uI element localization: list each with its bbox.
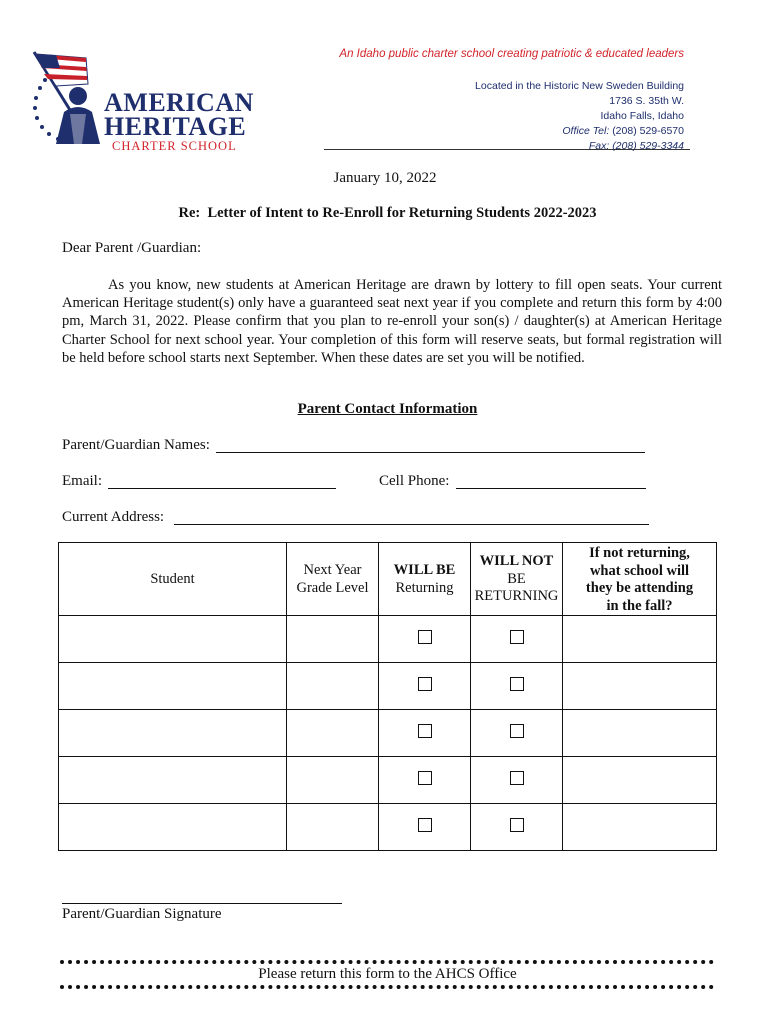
- address-office-phone: [404, 124, 684, 139]
- header-willnot-line2: BE: [507, 570, 526, 587]
- will-be-cell: [379, 757, 471, 804]
- logo-text-american: AMERICAN: [104, 88, 254, 117]
- guardian-names-label: Parent/Guardian Names:: [62, 437, 210, 453]
- grade-level-cell[interactable]: [287, 710, 379, 757]
- header-divider: [324, 149, 690, 150]
- logo-text-heritage: HERITAGE: [104, 112, 247, 141]
- grade-level-cell[interactable]: [287, 663, 379, 710]
- header-other-school: [563, 543, 717, 616]
- will-be-checkbox[interactable]: [418, 630, 432, 644]
- return-instructions: Please return this form to the AHCS Office: [258, 966, 517, 982]
- will-not-cell: [471, 663, 563, 710]
- table-row: [59, 757, 717, 804]
- header-other-line1: If not returning,: [589, 545, 690, 561]
- will-not-cell: [471, 804, 563, 851]
- logo-text-charter-school: CHARTER SCHOOL: [112, 139, 237, 153]
- student-name-cell[interactable]: [59, 663, 287, 710]
- email-label: Email:: [62, 473, 102, 489]
- current-address-field[interactable]: [174, 524, 649, 525]
- school-tagline: An Idaho public charter school creating patriotic & educated leaders: [339, 48, 684, 60]
- contact-section-title: Parent Contact Information: [297, 401, 478, 417]
- header-other-line3: they be attending: [585, 580, 694, 596]
- will-not-checkbox[interactable]: [510, 771, 524, 785]
- student-reenroll-table: [58, 542, 717, 851]
- school-address-block: [404, 79, 684, 154]
- office-tel-number: (208) 529-6570: [612, 125, 684, 137]
- letter-body: As you know, new students at American Heritage are drawn by lottery to fill open seats. Your current American Heritage student(s) only have a guaranteed seat next year if you complete and return this form by 4:00 pm, March 31, 2022. Please confirm that you plan to re-enroll your son(s) / daughter(s) at American Heritage Charter School for next school year. Your completion of this form will reserve seats, but formal registration will be held before school starts next September. When these dates are set you will be notified.: [62, 277, 722, 366]
- cell-phone-field[interactable]: [456, 488, 646, 489]
- header-student-label: Student: [150, 571, 195, 587]
- footer-dotted-border-top: [60, 960, 714, 964]
- letter-subject: Re: Letter of Intent to Re-Enroll for Returning Students 2022-2023: [178, 205, 597, 221]
- will-be-cell: [379, 710, 471, 757]
- table-row: [59, 710, 717, 757]
- will-be-checkbox[interactable]: [418, 818, 432, 832]
- will-not-checkbox[interactable]: [510, 630, 524, 644]
- table-header-row: [59, 543, 717, 616]
- table-row: [59, 663, 717, 710]
- address-line-city: Idaho Falls, Idaho: [600, 110, 684, 122]
- table-row: [59, 804, 717, 851]
- current-address-label: Current Address:: [62, 509, 165, 525]
- header-student: [59, 543, 287, 616]
- student-name-cell[interactable]: [59, 757, 287, 804]
- other-school-cell[interactable]: [563, 804, 717, 851]
- header-willnot-line1: WILL NOT: [479, 553, 554, 569]
- will-be-checkbox[interactable]: [418, 724, 432, 738]
- letter-date: January 10, 2022: [333, 170, 437, 186]
- header-grade-line1: Next Year: [303, 562, 362, 578]
- header-other-line2: what school will: [589, 562, 690, 579]
- letter-salutation: Dear Parent /Guardian:: [62, 240, 202, 256]
- header-grade-level: [287, 543, 379, 616]
- will-be-cell: [379, 663, 471, 710]
- other-school-cell[interactable]: [563, 663, 717, 710]
- header-willbe-line1: WILL BE: [393, 562, 456, 578]
- school-logo: [26, 48, 256, 153]
- table-row: [59, 616, 717, 663]
- fax-label: Fax:: [588, 140, 610, 152]
- will-be-cell: [379, 616, 471, 663]
- will-not-cell: [471, 616, 563, 663]
- signature-label: Parent/Guardian Signature: [62, 906, 222, 922]
- header-will-not-be-returning: [471, 543, 563, 616]
- will-not-cell: [471, 757, 563, 804]
- student-name-cell[interactable]: [59, 710, 287, 757]
- grade-level-cell[interactable]: [287, 804, 379, 851]
- footer-dotted-border-bottom: [60, 985, 714, 989]
- signature-line[interactable]: [62, 903, 342, 904]
- header-other-line4: in the fall?: [606, 597, 673, 614]
- student-name-cell[interactable]: [59, 804, 287, 851]
- email-field[interactable]: [108, 488, 336, 489]
- header-grade-line2: Grade Level: [296, 579, 369, 596]
- will-be-cell: [379, 804, 471, 851]
- will-not-cell: [471, 710, 563, 757]
- grade-level-cell[interactable]: [287, 616, 379, 663]
- will-not-checkbox[interactable]: [510, 724, 524, 738]
- grade-level-cell[interactable]: [287, 757, 379, 804]
- guardian-names-field[interactable]: [216, 452, 645, 453]
- header-willbe-line2: Returning: [395, 579, 454, 596]
- address-line-building: Located in the Historic New Sweden Building: [475, 80, 684, 92]
- header-will-be-returning: [379, 543, 471, 616]
- header-willnot-line3: RETURNING: [474, 588, 559, 604]
- cell-phone-label: Cell Phone:: [379, 473, 450, 489]
- address-fax: [404, 139, 684, 154]
- office-tel-label: Office Tel:: [562, 125, 610, 137]
- will-be-checkbox[interactable]: [418, 771, 432, 785]
- other-school-cell[interactable]: [563, 710, 717, 757]
- will-not-checkbox[interactable]: [510, 818, 524, 832]
- will-not-checkbox[interactable]: [510, 677, 524, 691]
- address-line-street: 1736 S. 35th W.: [609, 95, 684, 107]
- fax-number: (208) 529-3344: [612, 140, 684, 152]
- student-name-cell[interactable]: [59, 616, 287, 663]
- other-school-cell[interactable]: [563, 757, 717, 804]
- will-be-checkbox[interactable]: [418, 677, 432, 691]
- other-school-cell[interactable]: [563, 616, 717, 663]
